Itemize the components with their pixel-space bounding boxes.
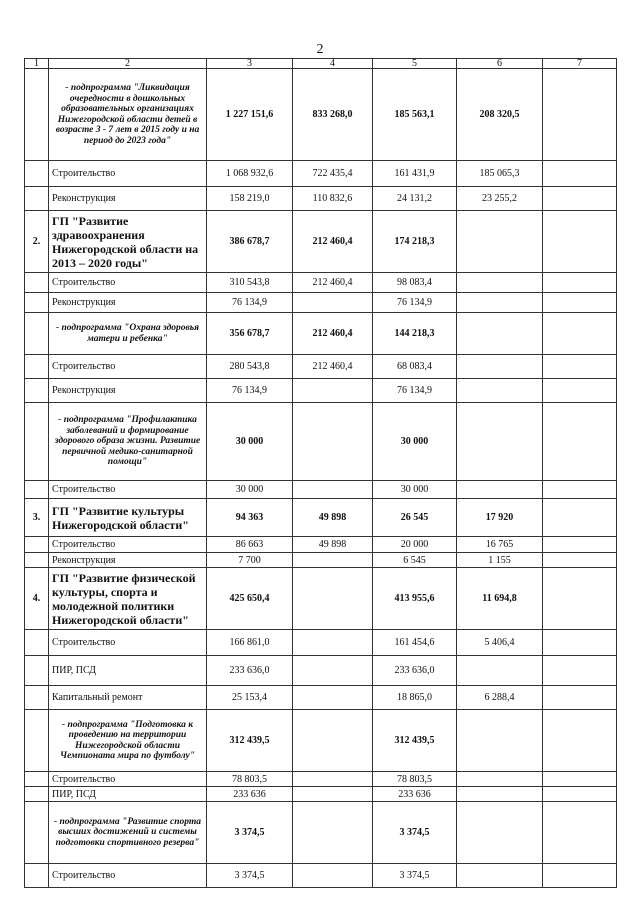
row-number bbox=[25, 864, 49, 888]
row-name: Реконструкция bbox=[49, 293, 207, 313]
table-row bbox=[25, 69, 617, 161]
value-col6: 16 765 bbox=[457, 537, 543, 553]
value-col4: 49 898 bbox=[293, 537, 373, 553]
value-col5: 26 545 bbox=[373, 499, 457, 537]
table-row bbox=[25, 710, 617, 772]
row-number bbox=[25, 69, 49, 161]
value-col5: 76 134,9 bbox=[373, 293, 457, 313]
table-row bbox=[25, 161, 617, 187]
value-col7 bbox=[543, 787, 617, 802]
table-row bbox=[25, 630, 617, 656]
value-col5: 76 134,9 bbox=[373, 379, 457, 403]
value-col4 bbox=[293, 864, 373, 888]
row-name: Реконструкция bbox=[49, 187, 207, 211]
row-number bbox=[25, 686, 49, 710]
row-name: ГП "Развитие физической культуры, спорта и молодежной политики Нижегородской области" bbox=[49, 568, 207, 630]
value-col4 bbox=[293, 553, 373, 568]
row-number bbox=[25, 379, 49, 403]
page-number: 2 bbox=[316, 42, 324, 57]
row-name: ГП "Развитие культуры Нижегородской области" bbox=[49, 499, 207, 537]
value-col7 bbox=[543, 481, 617, 499]
value-col7 bbox=[543, 772, 617, 787]
row-number bbox=[25, 187, 49, 211]
value-col3: 76 134,9 bbox=[207, 293, 293, 313]
value-col4: 212 460,4 bbox=[293, 313, 373, 355]
value-col7 bbox=[543, 656, 617, 686]
value-col4: 49 898 bbox=[293, 499, 373, 537]
budget-table bbox=[24, 58, 617, 888]
value-col5: 3 374,5 bbox=[373, 864, 457, 888]
value-col5: 312 439,5 bbox=[373, 710, 457, 772]
table-row bbox=[25, 211, 617, 273]
value-col4 bbox=[293, 787, 373, 802]
table-row bbox=[25, 553, 617, 568]
header-cell: 6 bbox=[457, 59, 543, 69]
row-number bbox=[25, 403, 49, 481]
row-number: 3. bbox=[25, 499, 49, 537]
value-col5: 30 000 bbox=[373, 403, 457, 481]
table-row bbox=[25, 656, 617, 686]
row-name: Капитальный ремонт bbox=[49, 686, 207, 710]
value-col3: 280 543,8 bbox=[207, 355, 293, 379]
value-col7 bbox=[543, 802, 617, 864]
row-name: Строительство bbox=[49, 772, 207, 787]
header-cell: 3 bbox=[207, 59, 293, 69]
value-col5: 24 131,2 bbox=[373, 187, 457, 211]
row-number bbox=[25, 630, 49, 656]
row-name: - подпрограмма "Охрана здоровья матери и ребенка" bbox=[49, 313, 207, 355]
table-row bbox=[25, 293, 617, 313]
table-row bbox=[25, 787, 617, 802]
value-col6: 185 065,3 bbox=[457, 161, 543, 187]
row-name: - подпрограмма "Подготовка к проведению на территории Нижегородской области Чемпионата мира по футболу" bbox=[49, 710, 207, 772]
value-col6: 6 288,4 bbox=[457, 686, 543, 710]
value-col6: 1 155 bbox=[457, 553, 543, 568]
value-col4 bbox=[293, 656, 373, 686]
table-row bbox=[25, 802, 617, 864]
value-col4: 833 268,0 bbox=[293, 69, 373, 161]
value-col3: 356 678,7 bbox=[207, 313, 293, 355]
value-col4: 212 460,4 bbox=[293, 211, 373, 273]
value-col6 bbox=[457, 293, 543, 313]
value-col4 bbox=[293, 568, 373, 630]
value-col4 bbox=[293, 403, 373, 481]
value-col3: 3 374,5 bbox=[207, 802, 293, 864]
value-col4 bbox=[293, 630, 373, 656]
value-col3: 3 374,5 bbox=[207, 864, 293, 888]
row-number bbox=[25, 710, 49, 772]
row-number bbox=[25, 537, 49, 553]
value-col5: 161 454,6 bbox=[373, 630, 457, 656]
value-col4 bbox=[293, 772, 373, 787]
row-number bbox=[25, 161, 49, 187]
value-col6 bbox=[457, 403, 543, 481]
table-row bbox=[25, 772, 617, 787]
value-col7 bbox=[543, 686, 617, 710]
header-cell: 7 bbox=[543, 59, 617, 69]
value-col3: 76 134,9 bbox=[207, 379, 293, 403]
value-col3: 312 439,5 bbox=[207, 710, 293, 772]
value-col6 bbox=[457, 864, 543, 888]
row-name: Строительство bbox=[49, 864, 207, 888]
row-name: - подпрограмма "Развитие спорта высших достижений и системы подготовки спортивного резерва" bbox=[49, 802, 207, 864]
value-col4 bbox=[293, 293, 373, 313]
value-col5: 30 000 bbox=[373, 481, 457, 499]
value-col5: 174 218,3 bbox=[373, 211, 457, 273]
value-col4 bbox=[293, 802, 373, 864]
value-col6: 17 920 bbox=[457, 499, 543, 537]
row-name: ПИР, ПСД bbox=[49, 787, 207, 802]
value-col5: 233 636,0 bbox=[373, 656, 457, 686]
value-col3: 94 363 bbox=[207, 499, 293, 537]
value-col5: 144 218,3 bbox=[373, 313, 457, 355]
value-col6 bbox=[457, 355, 543, 379]
value-col4 bbox=[293, 710, 373, 772]
value-col3: 233 636,0 bbox=[207, 656, 293, 686]
table-row bbox=[25, 568, 617, 630]
value-col3: 30 000 bbox=[207, 403, 293, 481]
row-name: Строительство bbox=[49, 537, 207, 553]
value-col6: 23 255,2 bbox=[457, 187, 543, 211]
header-cell: 2 bbox=[49, 59, 207, 69]
value-col3: 310 543,8 bbox=[207, 273, 293, 293]
row-name: - подпрограмма "Профилактика заболеваний и формирование здорового образа жизни. Развитие первичной медико-санитарной помощи" bbox=[49, 403, 207, 481]
value-col7 bbox=[543, 187, 617, 211]
value-col6 bbox=[457, 481, 543, 499]
value-col5: 6 545 bbox=[373, 553, 457, 568]
value-col3: 78 803,5 bbox=[207, 772, 293, 787]
value-col7 bbox=[543, 403, 617, 481]
value-col4: 212 460,4 bbox=[293, 273, 373, 293]
header-cell: 5 bbox=[373, 59, 457, 69]
value-col5: 413 955,6 bbox=[373, 568, 457, 630]
value-col7 bbox=[543, 161, 617, 187]
value-col7 bbox=[543, 273, 617, 293]
row-name: Строительство bbox=[49, 161, 207, 187]
value-col5: 161 431,9 bbox=[373, 161, 457, 187]
table-row bbox=[25, 273, 617, 293]
value-col7 bbox=[543, 355, 617, 379]
value-col3: 86 663 bbox=[207, 537, 293, 553]
value-col5: 185 563,1 bbox=[373, 69, 457, 161]
header-cell: 1 bbox=[25, 59, 49, 69]
row-name: Реконструкция bbox=[49, 553, 207, 568]
value-col7 bbox=[543, 568, 617, 630]
value-col6: 11 694,8 bbox=[457, 568, 543, 630]
value-col4: 110 832,6 bbox=[293, 187, 373, 211]
row-number: 4. bbox=[25, 568, 49, 630]
row-name: Строительство bbox=[49, 630, 207, 656]
value-col3: 386 678,7 bbox=[207, 211, 293, 273]
value-col3: 30 000 bbox=[207, 481, 293, 499]
value-col6 bbox=[457, 802, 543, 864]
value-col3: 166 861,0 bbox=[207, 630, 293, 656]
value-col5: 98 083,4 bbox=[373, 273, 457, 293]
value-col5: 20 000 bbox=[373, 537, 457, 553]
row-name: ГП "Развитие здравоохранения Нижегородской области на 2013 – 2020 годы" bbox=[49, 211, 207, 273]
header-cell: 4 bbox=[293, 59, 373, 69]
value-col6 bbox=[457, 787, 543, 802]
table-row bbox=[25, 187, 617, 211]
table-header-row bbox=[25, 59, 617, 69]
row-name: Строительство bbox=[49, 273, 207, 293]
row-number bbox=[25, 273, 49, 293]
value-col3: 25 153,4 bbox=[207, 686, 293, 710]
value-col4 bbox=[293, 379, 373, 403]
value-col6: 208 320,5 bbox=[457, 69, 543, 161]
row-number bbox=[25, 355, 49, 379]
table-row bbox=[25, 313, 617, 355]
value-col7 bbox=[543, 864, 617, 888]
table-row bbox=[25, 499, 617, 537]
row-number bbox=[25, 656, 49, 686]
value-col4 bbox=[293, 481, 373, 499]
value-col3: 1 227 151,6 bbox=[207, 69, 293, 161]
value-col7 bbox=[543, 211, 617, 273]
value-col7 bbox=[543, 710, 617, 772]
value-col7 bbox=[543, 630, 617, 656]
value-col6 bbox=[457, 710, 543, 772]
value-col7 bbox=[543, 553, 617, 568]
value-col5: 18 865,0 bbox=[373, 686, 457, 710]
row-number: 2. bbox=[25, 211, 49, 273]
row-name: Строительство bbox=[49, 481, 207, 499]
row-number bbox=[25, 553, 49, 568]
value-col5: 233 636 bbox=[373, 787, 457, 802]
value-col5: 68 083,4 bbox=[373, 355, 457, 379]
value-col7 bbox=[543, 379, 617, 403]
table-row bbox=[25, 379, 617, 403]
value-col7 bbox=[543, 69, 617, 161]
value-col3: 158 219,0 bbox=[207, 187, 293, 211]
value-col3: 425 650,4 bbox=[207, 568, 293, 630]
table-row bbox=[25, 355, 617, 379]
row-number bbox=[25, 802, 49, 864]
row-name: Строительство bbox=[49, 355, 207, 379]
value-col4: 212 460,4 bbox=[293, 355, 373, 379]
value-col6 bbox=[457, 211, 543, 273]
row-number bbox=[25, 313, 49, 355]
value-col7 bbox=[543, 293, 617, 313]
row-name: Реконструкция bbox=[49, 379, 207, 403]
row-number bbox=[25, 787, 49, 802]
value-col4 bbox=[293, 686, 373, 710]
row-number bbox=[25, 772, 49, 787]
value-col3: 1 068 932,6 bbox=[207, 161, 293, 187]
value-col3: 7 700 bbox=[207, 553, 293, 568]
value-col6 bbox=[457, 379, 543, 403]
row-name: - подпрограмма "Ликвидация очередности в дошкольных образовательных организациях Нижегородской области детей в возрасте 3 - 7 лет в 2015 году и на период до 2023 года" bbox=[49, 69, 207, 161]
value-col6 bbox=[457, 273, 543, 293]
row-name: ПИР, ПСД bbox=[49, 656, 207, 686]
table-row bbox=[25, 481, 617, 499]
value-col6 bbox=[457, 772, 543, 787]
value-col7 bbox=[543, 313, 617, 355]
row-number bbox=[25, 293, 49, 313]
table-row bbox=[25, 403, 617, 481]
value-col5: 3 374,5 bbox=[373, 802, 457, 864]
value-col7 bbox=[543, 537, 617, 553]
table-row bbox=[25, 686, 617, 710]
value-col4: 722 435,4 bbox=[293, 161, 373, 187]
row-number bbox=[25, 481, 49, 499]
value-col7 bbox=[543, 499, 617, 537]
value-col5: 78 803,5 bbox=[373, 772, 457, 787]
table-row bbox=[25, 537, 617, 553]
value-col6: 5 406,4 bbox=[457, 630, 543, 656]
table-row bbox=[25, 864, 617, 888]
value-col6 bbox=[457, 656, 543, 686]
value-col6 bbox=[457, 313, 543, 355]
value-col3: 233 636 bbox=[207, 787, 293, 802]
